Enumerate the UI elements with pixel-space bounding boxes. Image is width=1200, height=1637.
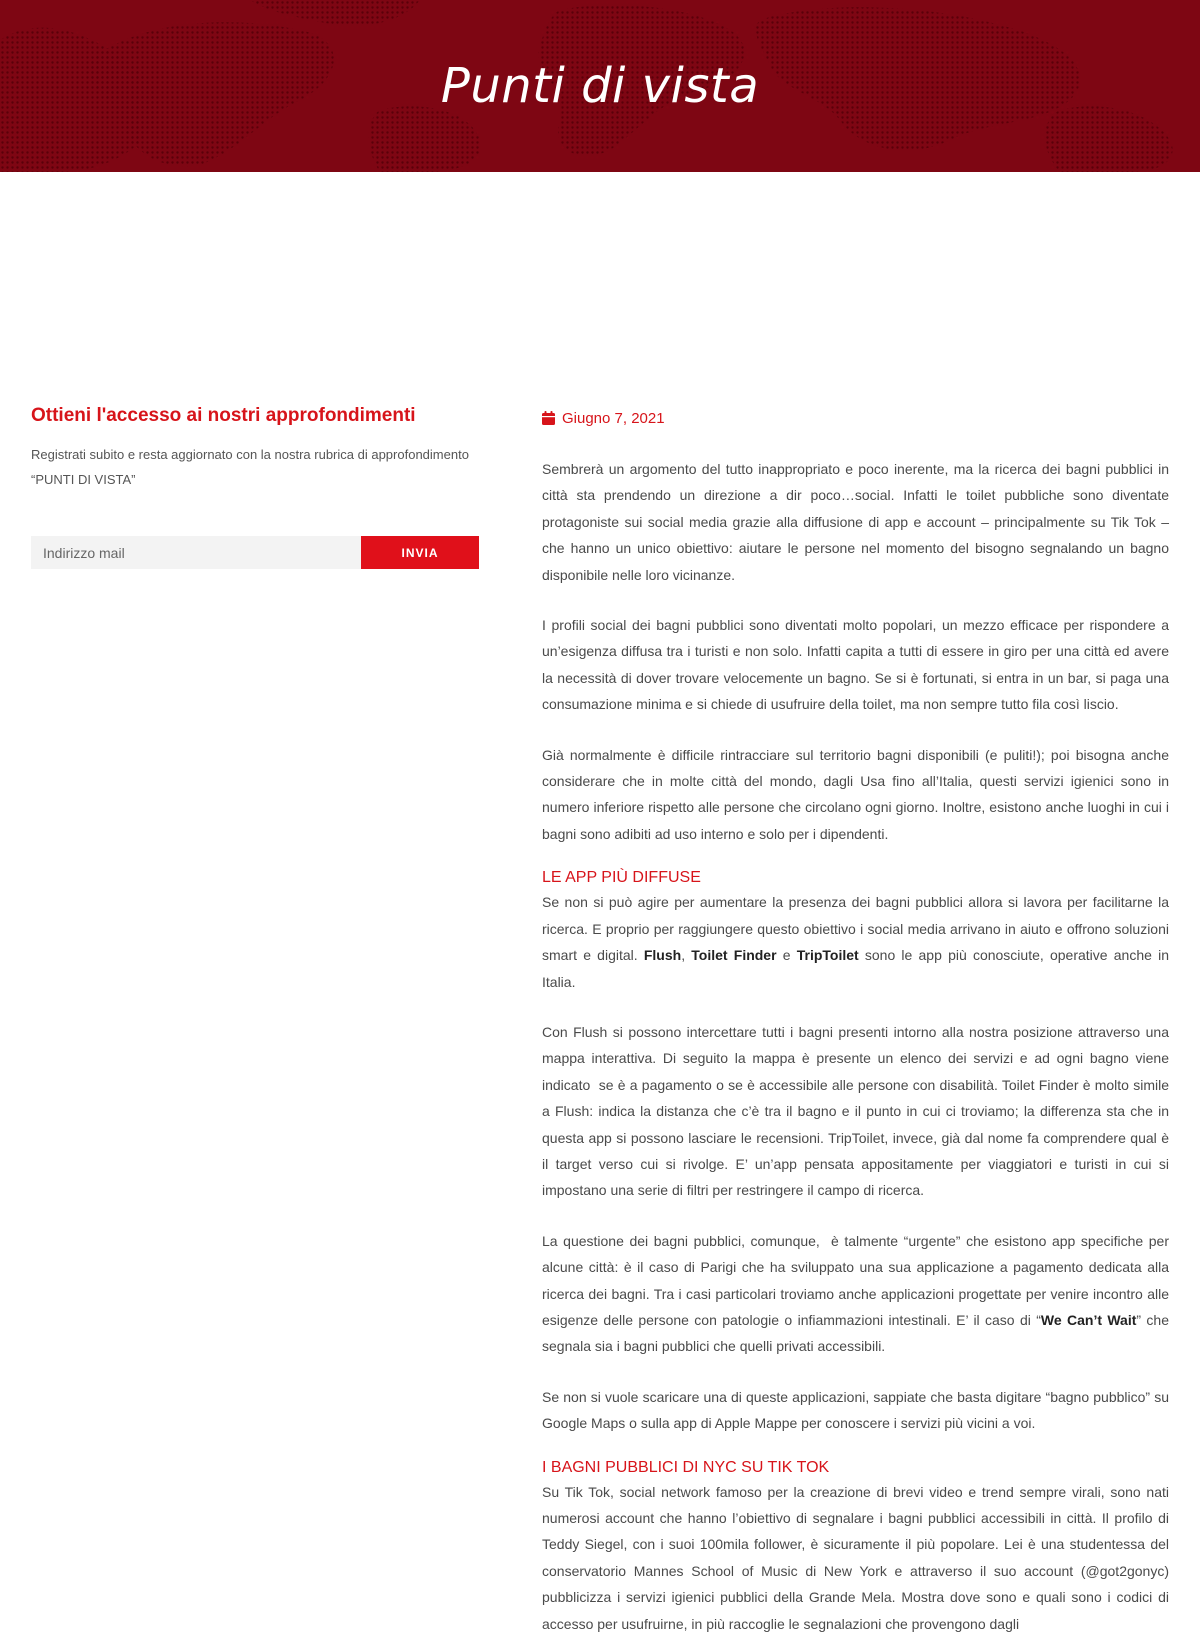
text-run: ” che segnala sia i bagni pubblici che quelli privati accessibili. (542, 1311, 1170, 1355)
app-name-flush: Flush (643, 947, 682, 964)
post-date (542, 408, 1169, 428)
newsletter-description: Registrati subito e resta aggiornato con la nostra rubrica di approfondimento “PUNTI DI VISTA” (31, 447, 469, 487)
text-run: e (776, 947, 797, 964)
article-paragraph: I profili social dei bagni pubblici sono diventati molto popolari, un mezzo efficace per rispondere a un’esigenza diffusa tra i turisti e non solo. Infatti capita a tutti di essere in giro per una città ed avere la necessità di dover trovare velocemente un bagno. Se si è fortunati, si entra in un bar, si paga una consumazione minima e si chiede di usufruire della toilet, ma non sempre tutto fila così liscio. (542, 617, 1169, 713)
text-run: , (681, 947, 692, 964)
app-name-toilet-finder: Toilet Finder (691, 947, 777, 964)
page-title: Punti di vista (440, 58, 760, 114)
text-run: sono le app più conosciute, operative anche in Italia. (542, 947, 1169, 990)
calendar-icon (542, 411, 555, 425)
article-paragraph: Già normalmente è difficile rintracciare sul territorio bagni disponibili (e puliti!); poi bisogna anche considerare che in molte città del mondo, dagli Usa fino all’Italia, questi servizi igienici sono in numero inferiore rispetto alle persone che circolano ogni giorno. Inoltre, esistono anche luoghi in cui i bagni sono adibiti ad uso interno e solo per i dipendenti. (542, 746, 1169, 842)
article-paragraph (542, 889, 1169, 995)
submit-button[interactable]: INVIA (361, 536, 479, 569)
article-paragraph: Su Tik Tok, social network famoso per la creazione di brevi video e trend sempre virali, sono nati numerosi account che hanno l’obiettivo di segnalare i bagni pubblici accessibili in città. Il profilo di Teddy Siegel, con i suoi 100mila follower, è sicuramente il più popolare. Lei è una studentessa del conservatorio Mannes School of Music di New York e attraverso il suo account (@got2gonyc) pubblicizza i servizi igienici pubblici della Grande Mela. Mostra dove sono e quali sono i codici di accesso per usufruirne, in più raccoglie le segnalazioni che provengono dagli (542, 1483, 1169, 1632)
post-date-text: Giugno 7, 2021 (562, 409, 665, 427)
newsletter-sidebar (31, 404, 479, 569)
app-name-we-cant-wait: We Can’t Wait (1040, 1311, 1137, 1328)
article-paragraph: Se non si vuole scaricare una di queste applicazioni, sappiate che basta digitare “bagno pubblico” su Google Maps o sulla app di Apple Mappe per conoscere i servizi più vicini a voi. (542, 1388, 1169, 1432)
article-paragraph: Con Flush si possono intercettare tutti i bagni presenti intorno alla nostra posizione attraverso una mappa interattiva. Di seguito la mappa è presente un elenco dei servizi e ad ogni bagno viene indicato se è a pagamento o se è accessibile alle persone con disabilità. Toilet Finder è molto simile a Flush: indica la distanza che c’è tra il bagno e il punto in cui ci troviamo; la differenza sta che in questa app si possono lasciare le recensioni. TripToilet, invece, già dal nome fa comprendere qual è il target verso cui si rivolge. E’ un’app pensata appositamente per viaggiatori e turisti in cui si impostano una serie di filtri per restringere il campo di ricerca. (542, 1023, 1169, 1199)
email-input[interactable] (31, 536, 361, 569)
newsletter-form (31, 536, 479, 569)
app-name-triptoilet: TripToilet (796, 947, 859, 964)
hero-banner (0, 0, 1200, 172)
section-heading: I BAGNI PUBBLICI DI NYC SU TIK TOK (542, 1458, 830, 1476)
article-paragraph: Sembrerà un argomento del tutto inappropriato e poco inerente, ma la ricerca dei bagni pubblici in città sta prendendo un direzione a dir poco…social. Infatti le toilet pubbliche sono diventate protagoniste sui social media grazie alla diffusione di app e account – principalmente su Tik Tok – che hanno un unico obiettivo: aiutare le persone nel momento del bisogno segnalando un bagno disponibile nelle loro vicinanze. (542, 461, 1169, 583)
article-paragraph (542, 1228, 1169, 1360)
text-run: Se non si può agire per aumentare la presenza dei bagni pubblici allora si lavora per facilitarne la ricerca. E proprio per raggiungere questo obiettivo i social media arrivano in aiuto e offrono soluzioni smart e digital. (542, 894, 1169, 964)
section-heading: LE APP PIÙ DIFFUSE (542, 869, 701, 887)
article (542, 408, 1169, 1637)
text-run: La questione dei bagni pubblici, comunque, è talmente “urgente” che esistono app specifiche per alcune città: è il caso di Parigi che ha sviluppato una sua applicazione a pagamento dedicata alla ricerca dei bagni. Tra i casi particolari troviamo anche applicazioni progettate per venire incontro alle esigenze delle persone con patologie o infiammazioni intestinali. E’ il caso di “ (542, 1232, 1169, 1328)
newsletter-heading: Ottieni l'accesso ai nostri approfondimenti (31, 405, 416, 426)
